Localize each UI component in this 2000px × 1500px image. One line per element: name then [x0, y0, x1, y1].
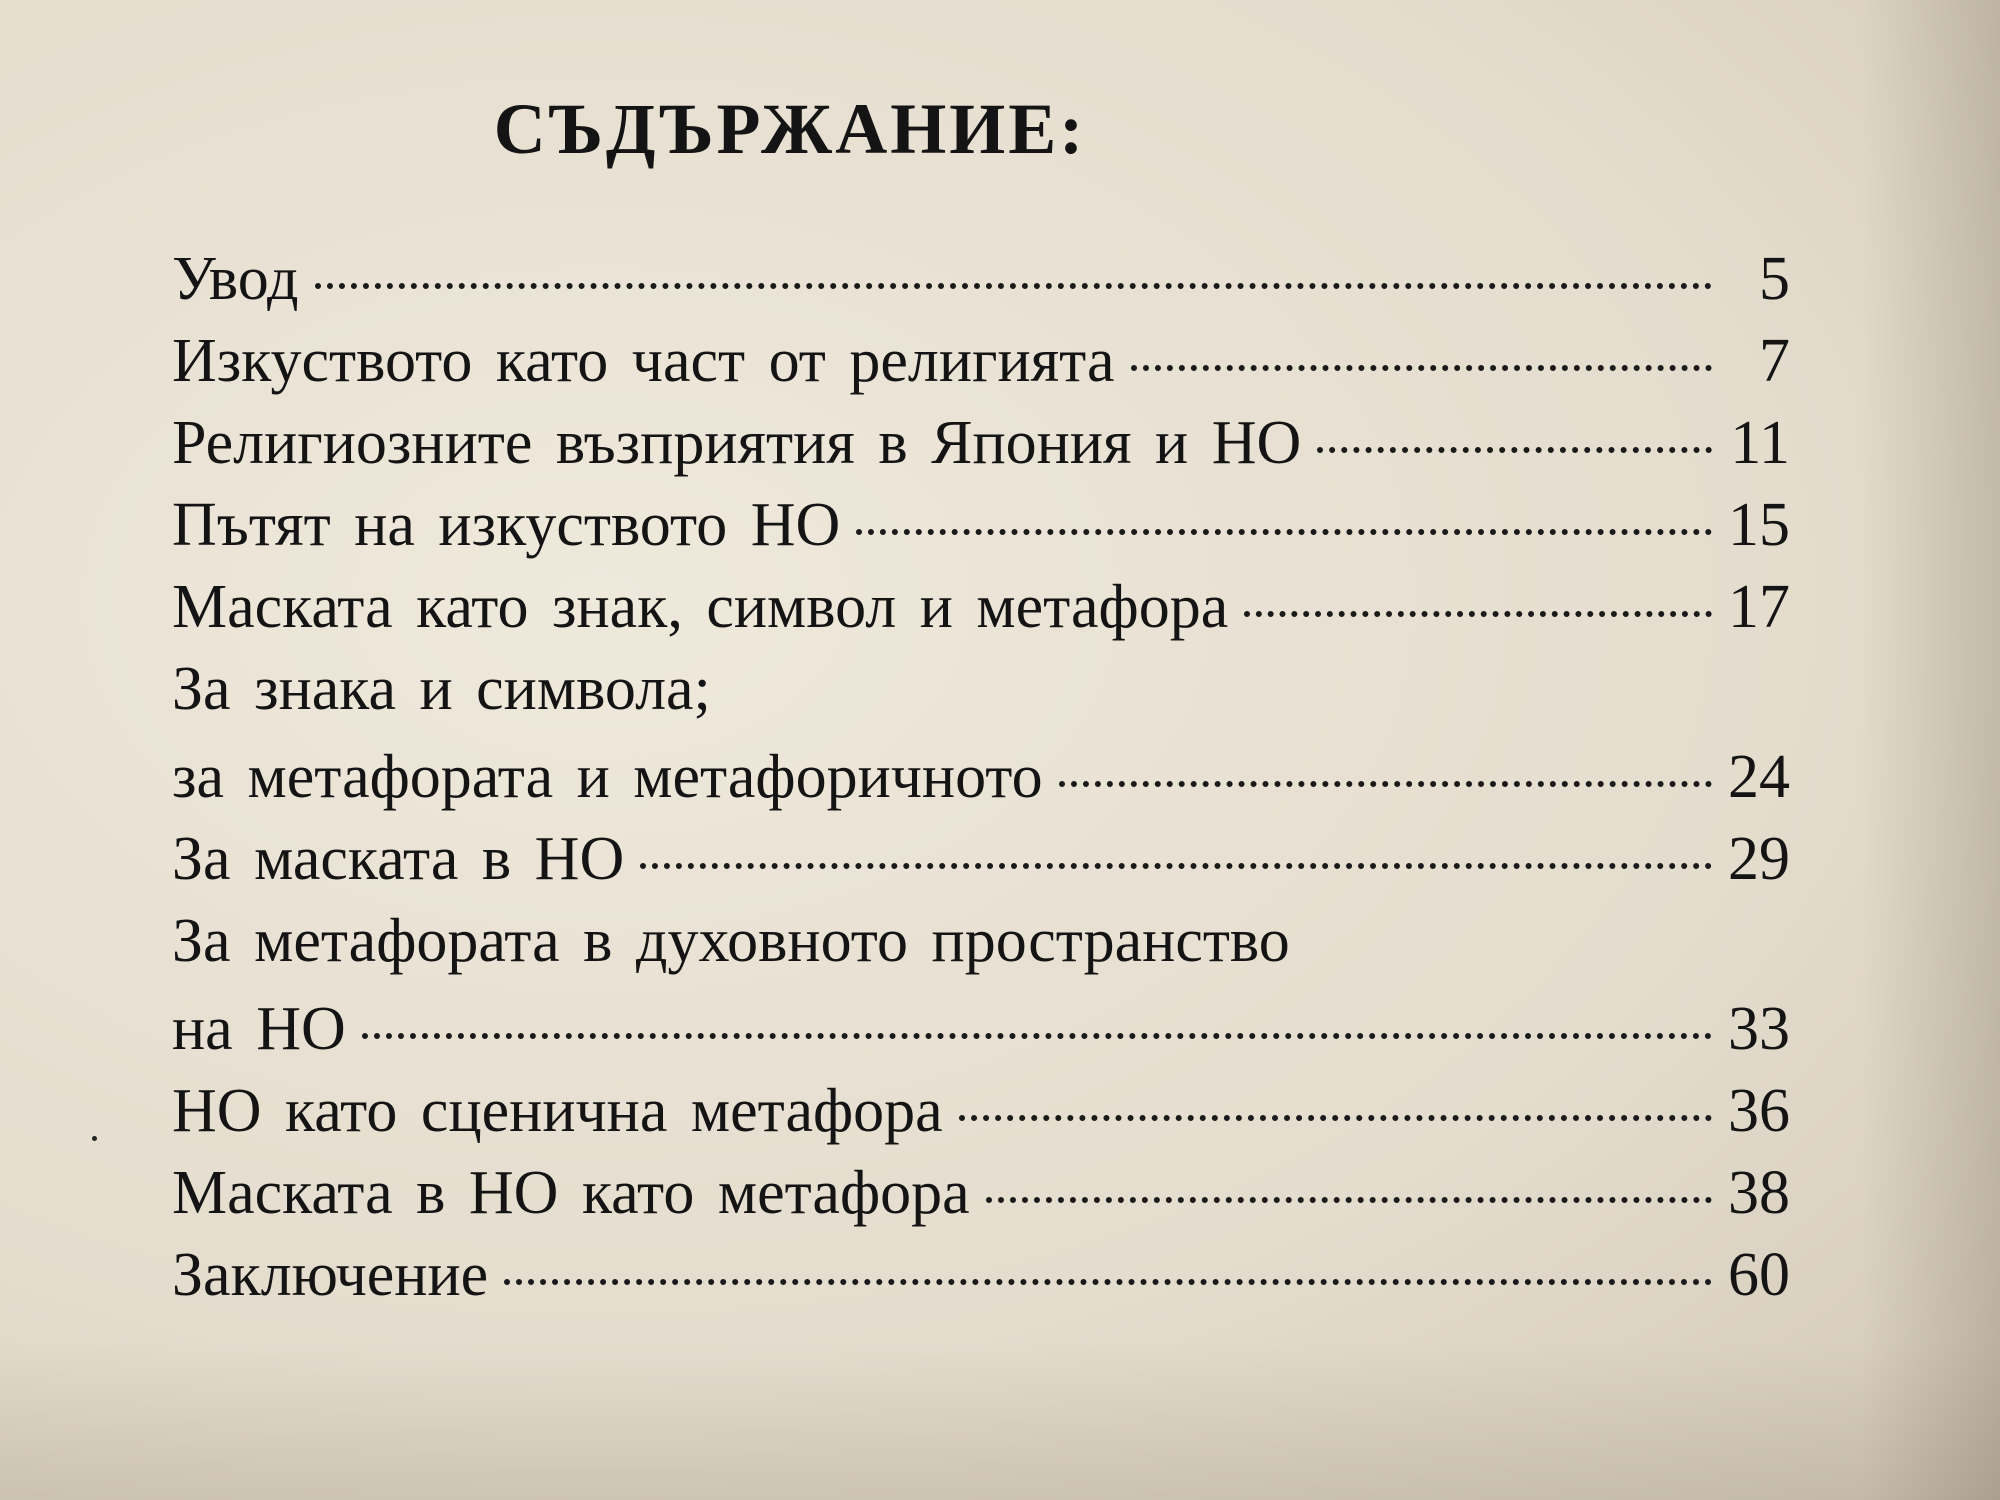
- page-bottom-shadow: [0, 1340, 2000, 1500]
- dot-leader: [504, 1279, 1712, 1285]
- toc-entry-page: 7: [1759, 327, 1790, 395]
- toc-entry: [172, 238, 1790, 320]
- dot-leader: [1317, 447, 1712, 453]
- toc-entry-title: Маската като знак, символ и метафора: [172, 573, 1229, 641]
- toc-entry-title: Заключение: [172, 1241, 489, 1309]
- dot-leader: [640, 863, 1712, 869]
- toc-entry: [172, 818, 1790, 900]
- toc-entry-title: За маската в НО: [172, 825, 625, 893]
- table-of-contents: [172, 238, 1790, 1316]
- toc-entry-first-line: [172, 648, 1790, 736]
- toc-entry-title: НО като сценична метафора: [172, 1077, 943, 1145]
- ink-speck: [92, 1136, 97, 1141]
- toc-entry: [172, 988, 1790, 1070]
- dot-leader: [1244, 611, 1712, 617]
- dot-leader: [315, 283, 1712, 289]
- toc-entry-title: за метафората и метафоричното: [172, 743, 1043, 811]
- dot-leader: [362, 1033, 1712, 1039]
- toc-entry-title-line1: За знака и символа;: [172, 655, 711, 723]
- toc-entry-page: 17: [1728, 573, 1790, 641]
- toc-entry-page: 11: [1730, 409, 1790, 477]
- dot-leader: [959, 1115, 1712, 1121]
- toc-entry-page: 24: [1728, 743, 1790, 811]
- toc-entry: [172, 1234, 1790, 1316]
- toc-entry: [172, 402, 1790, 484]
- toc-entry-title: Маската в НО като метафора: [172, 1159, 970, 1227]
- toc-entry-title: Увод: [172, 245, 299, 313]
- toc-entry-page: 5: [1759, 245, 1790, 313]
- toc-entry: [172, 566, 1790, 648]
- toc-entry-page: 15: [1728, 491, 1790, 559]
- toc-entry: [172, 736, 1790, 818]
- toc-entry: [172, 1070, 1790, 1152]
- toc-entry-title: Пътят на изкуството НО: [172, 491, 841, 559]
- toc-entry-title: Изкуството като част от религията: [172, 327, 1115, 395]
- toc-entry-first-line: [172, 900, 1790, 988]
- toc-entry-page: 60: [1728, 1241, 1790, 1309]
- toc-entry-title-line1: За метафората в духовното пространство: [172, 907, 1290, 975]
- toc-entry-page: 38: [1728, 1159, 1790, 1227]
- dot-leader: [1059, 781, 1712, 787]
- toc-entry-title: на НО: [172, 995, 346, 1063]
- toc-entry: [172, 320, 1790, 402]
- dot-leader: [1131, 365, 1712, 371]
- page-title: СЪДЪРЖАНИЕ:: [493, 89, 1087, 169]
- toc-entry-title: Религиозните възприятия в Япония и НО: [172, 409, 1302, 477]
- dot-leader: [856, 529, 1712, 535]
- toc-entry-page: 29: [1728, 825, 1790, 893]
- toc-entry-page: 36: [1728, 1077, 1790, 1145]
- page-edge-shadow: [1860, 0, 2000, 1500]
- toc-entry-page: 33: [1728, 995, 1790, 1063]
- toc-entry: [172, 1152, 1790, 1234]
- toc-entry: [172, 484, 1790, 566]
- dot-leader: [986, 1197, 1712, 1203]
